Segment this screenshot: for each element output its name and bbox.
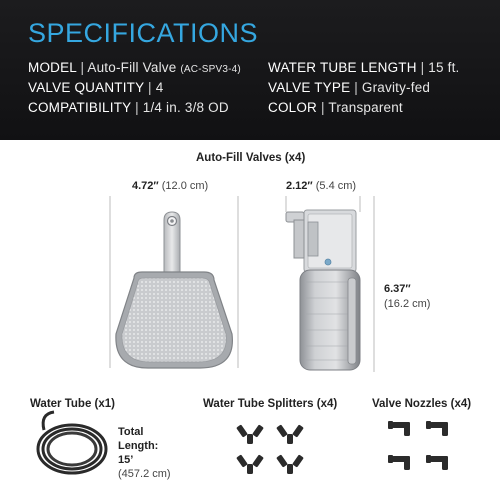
valve-front-view [116,212,233,368]
water-tube-caption: Water Tube (x1) [30,398,115,410]
water-tube-coil [38,412,106,473]
spec-compatibility: COMPATIBILITY | 1/4 in. 3/8 OD [28,100,229,115]
splitters-caption: Water Tube Splitters (x4) [203,398,338,410]
nozzles-caption: Valve Nozzles (x4) [372,398,472,410]
water-tube-length-label: Total Length: 15’ (457.2 cm) [118,426,171,480]
spec-valve-type: VALVE TYPE | Gravity-fed [268,80,431,95]
spec-valve-quantity: VALVE QUANTITY | 4 [28,80,164,95]
valve-width-label: 4.72″ (12.0 cm) [132,180,209,192]
valve-side-view [286,210,360,370]
spec-color: COLOR | Transparent [268,100,403,115]
valves-caption: Auto-Fill Valves (x4) [196,152,306,164]
spec-model: MODEL | Auto-Fill Valve (AC-SPV3-4) [28,60,241,75]
specifications-title: SPECIFICATIONS [28,18,259,48]
spec-water-tube-length: WATER TUBE LENGTH | 15 ft. [268,60,460,75]
valve-height-label: 6.37″ (16.2 cm) [384,283,431,310]
valve-nozzles [388,421,448,470]
water-tube-splitters [236,424,304,474]
valve-depth-label: 2.12″ (5.4 cm) [286,180,357,192]
